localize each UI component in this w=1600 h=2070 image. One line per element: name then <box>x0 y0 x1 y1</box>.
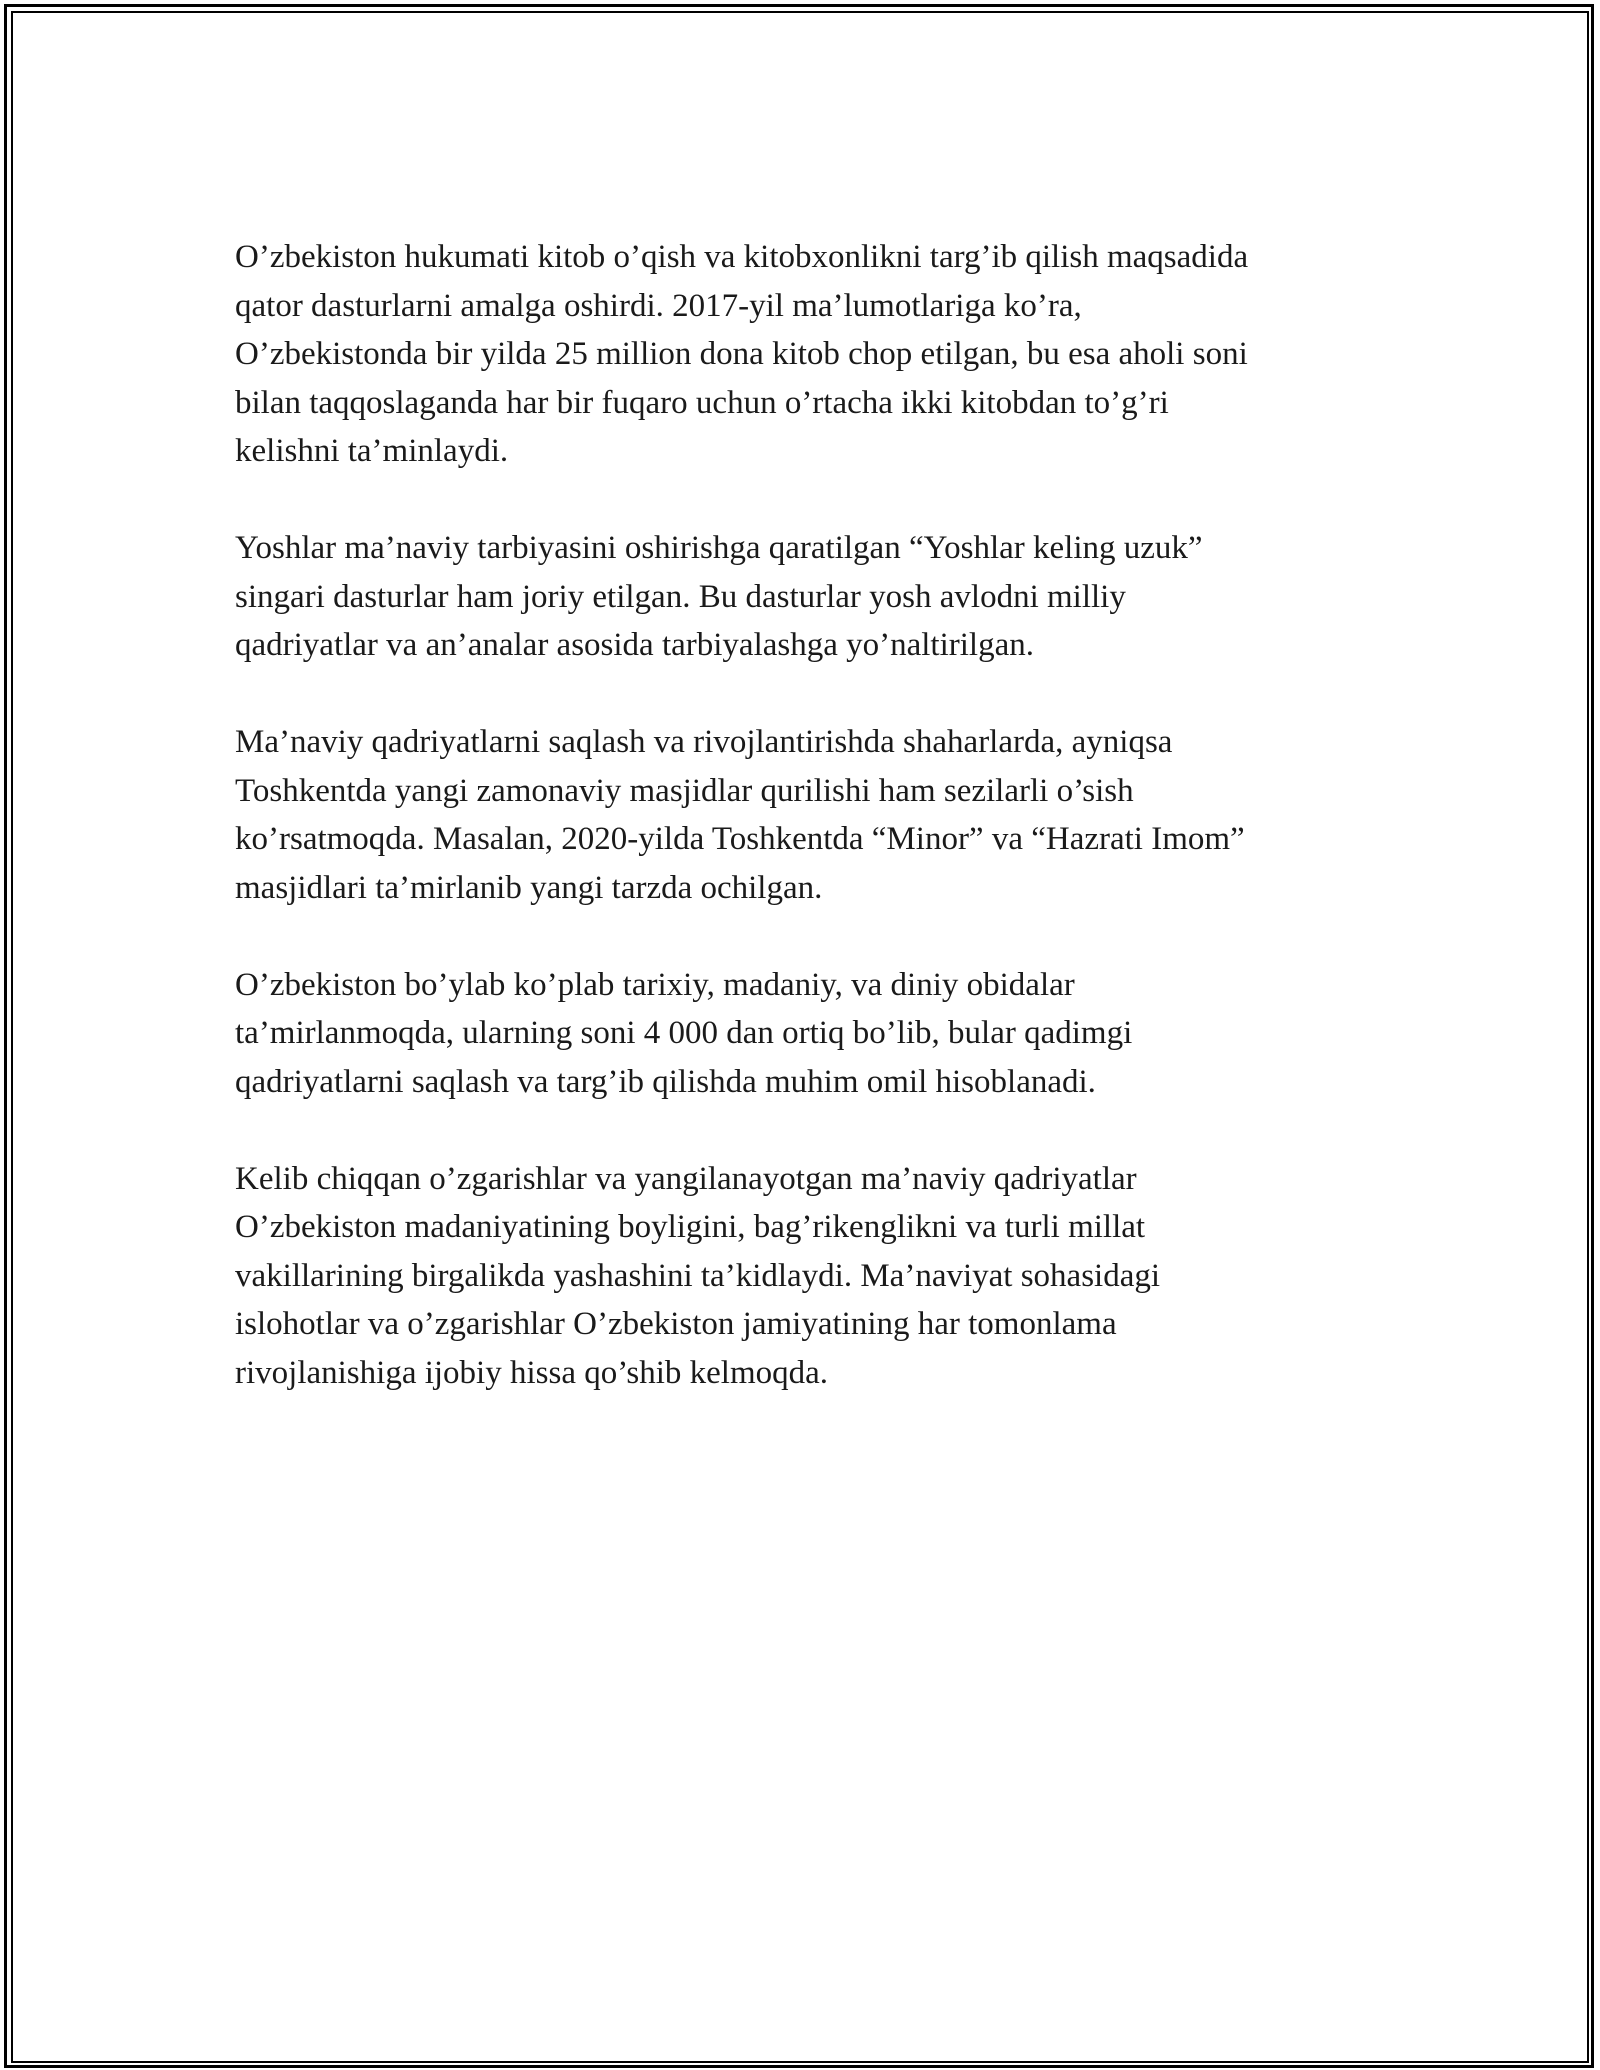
text-line: qator dasturlarni amalga oshirdi. 2017-yil ma’lumotlariga ko’ra, <box>235 287 1082 324</box>
text-line: qadriyatlarni saqlash va targ’ib qilishda muhim omil hisoblanadi. <box>235 1063 1096 1100</box>
text-line: Ma’naviy qadriyatlarni saqlash va rivojlantirishda shaharlarda, ayniqsa <box>235 724 1173 760</box>
paragraph-1 <box>235 233 1385 476</box>
text-line: rivojlanishiga ijobiy hissa qo’shib kelmoqda. <box>235 1354 829 1391</box>
text-line: qadriyatlar va an’analar asosida tarbiyalashga yo’naltirilgan. <box>235 627 1034 663</box>
paragraph-2 <box>235 524 1385 670</box>
paragraph-5 <box>235 1155 1385 1398</box>
text-line: O’zbekiston hukumati kitob o’qish va kitobxonlikni targ’ib qilish maqsadida <box>235 239 1249 275</box>
paragraph-4 <box>235 961 1385 1107</box>
text-line: O’zbekiston bo’ylab ko’plab tarixiy, madaniy, va diniy obidalar <box>235 966 1075 1003</box>
text-line: masjidlari ta’mirlanib yangi tarzda ochilgan. <box>235 869 823 906</box>
text-line: kelishni ta’minlaydi. <box>235 433 509 469</box>
paragraph-3 <box>235 718 1385 912</box>
text-line: O’zbekiston madaniyatining boyligini, bag’rikenglikni va turli millat <box>235 1209 1146 1245</box>
text-line: islohotlar va o’zgarishlar O’zbekiston jamiyatining har tomonlama <box>235 1306 1117 1342</box>
text-line: vakillarining birgalikda yashashini ta’kidlaydi. Ma’naviyat sohasidagi <box>235 1257 1161 1294</box>
text-line: Toshkentda yangi zamonaviy masjidlar qurilishi ham sezilarli o’sish <box>235 772 1134 809</box>
document-body <box>235 233 1385 1446</box>
text-line: singari dasturlar ham joriy etilgan. Bu dasturlar yosh avlodni milliy <box>235 578 1126 615</box>
text-line: ko’rsatmoqda. Masalan, 2020-yilda Toshkentda “Minor” va “Hazrati Imom” <box>235 821 1245 857</box>
text-line: ta’mirlanmoqda, ularning soni 4 000 dan ortiq bo’lib, bular qadimgi <box>235 1015 1133 1051</box>
text-line: O’zbekistonda bir yilda 25 million dona kitob chop etilgan, bu esa aholi soni <box>235 336 1248 372</box>
text-line: Yoshlar ma’naviy tarbiyasini oshirishga qaratilgan “Yoshlar keling uzuk” <box>235 530 1203 566</box>
text-line: bilan taqqoslaganda har bir fuqaro uchun o’rtacha ikki kitobdan to’g’ri <box>235 384 1169 421</box>
text-line: Kelib chiqqan o’zgarishlar va yangilanayotgan ma’naviy qadriyatlar <box>235 1160 1137 1197</box>
